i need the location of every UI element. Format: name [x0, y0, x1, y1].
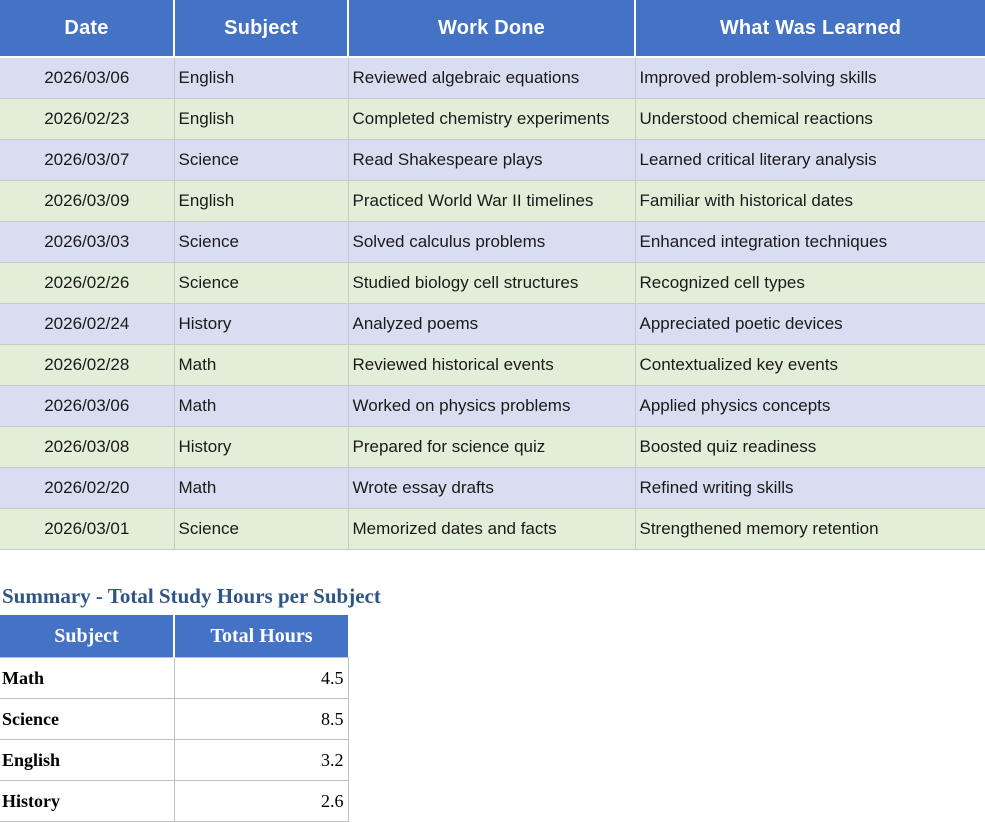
cell-subject: Math: [174, 345, 348, 386]
cell-work-done: Worked on physics problems: [348, 386, 635, 427]
table-row: [0, 427, 985, 468]
summary-cell-subject: Science: [0, 699, 174, 740]
cell-date: 2026/03/03: [0, 222, 174, 263]
cell-work-done: Reviewed algebraic equations: [348, 57, 635, 99]
cell-what-was-learned: Refined writing skills: [635, 468, 985, 509]
cell-what-was-learned: Familiar with historical dates: [635, 181, 985, 222]
section-spacer: [0, 550, 985, 584]
summary-heading: Summary - Total Study Hours per Subject: [2, 584, 381, 608]
study-log-table-header: [0, 0, 985, 57]
column-header-date[interactable]: Date: [0, 0, 174, 57]
summary-table-body: [0, 658, 348, 822]
cell-what-was-learned: Improved problem-solving skills: [635, 57, 985, 99]
summary-header-row: [0, 615, 348, 658]
cell-what-was-learned: Learned critical literary analysis: [635, 140, 985, 181]
cell-subject: English: [174, 99, 348, 140]
summary-table: [0, 615, 349, 822]
table-row: [0, 181, 985, 222]
table-row: [0, 99, 985, 140]
cell-date: 2026/03/01: [0, 509, 174, 550]
cell-date: 2026/02/20: [0, 468, 174, 509]
table-row: [0, 57, 985, 99]
cell-what-was-learned: Strengthened memory retention: [635, 509, 985, 550]
cell-work-done: Read Shakespeare plays: [348, 140, 635, 181]
cell-date: 2026/03/08: [0, 427, 174, 468]
cell-date: 2026/03/06: [0, 386, 174, 427]
cell-work-done: Reviewed historical events: [348, 345, 635, 386]
cell-date: 2026/03/07: [0, 140, 174, 181]
cell-what-was-learned: Contextualized key events: [635, 345, 985, 386]
summary-cell-total-hours: 8.5: [174, 699, 348, 740]
cell-date: 2026/02/23: [0, 99, 174, 140]
summary-cell-total-hours: 3.2: [174, 740, 348, 781]
cell-subject: Math: [174, 386, 348, 427]
cell-work-done: Completed chemistry experiments: [348, 99, 635, 140]
cell-date: 2026/02/26: [0, 263, 174, 304]
cell-what-was-learned: Enhanced integration techniques: [635, 222, 985, 263]
cell-subject: Science: [174, 509, 348, 550]
cell-work-done: Studied biology cell structures: [348, 263, 635, 304]
cell-subject: English: [174, 57, 348, 99]
column-header-subject[interactable]: Subject: [174, 0, 348, 57]
cell-work-done: Analyzed poems: [348, 304, 635, 345]
table-row: [0, 509, 985, 550]
cell-subject: History: [174, 427, 348, 468]
cell-what-was-learned: Applied physics concepts: [635, 386, 985, 427]
table-row: [0, 345, 985, 386]
table-row: [0, 263, 985, 304]
summary-table-row: [0, 740, 348, 781]
table-row: [0, 386, 985, 427]
table-row: [0, 140, 985, 181]
cell-subject: History: [174, 304, 348, 345]
summary-table-row: [0, 658, 348, 699]
summary-cell-total-hours: 4.5: [174, 658, 348, 699]
column-header-work-done[interactable]: Work Done: [348, 0, 635, 57]
cell-date: 2026/02/28: [0, 345, 174, 386]
cell-subject: Science: [174, 222, 348, 263]
cell-work-done: Solved calculus problems: [348, 222, 635, 263]
table-row: [0, 222, 985, 263]
cell-subject: English: [174, 181, 348, 222]
cell-what-was-learned: Appreciated poetic devices: [635, 304, 985, 345]
summary-column-header-subject[interactable]: Subject: [0, 615, 174, 658]
cell-subject: Math: [174, 468, 348, 509]
summary-cell-total-hours: 2.6: [174, 781, 348, 822]
table-header-row: [0, 0, 985, 57]
summary-cell-subject: Math: [0, 658, 174, 699]
cell-what-was-learned: Understood chemical reactions: [635, 99, 985, 140]
cell-what-was-learned: Boosted quiz readiness: [635, 427, 985, 468]
cell-work-done: Practiced World War II timelines: [348, 181, 635, 222]
summary-table-header: [0, 615, 348, 658]
summary-column-header-total-hours[interactable]: Total Hours: [174, 615, 348, 658]
cell-work-done: Memorized dates and facts: [348, 509, 635, 550]
summary-cell-subject: History: [0, 781, 174, 822]
summary-table-row: [0, 781, 348, 822]
cell-what-was-learned: Recognized cell types: [635, 263, 985, 304]
cell-date: 2026/03/09: [0, 181, 174, 222]
cell-date: 2026/03/06: [0, 57, 174, 99]
summary-table-row: [0, 699, 348, 740]
column-header-what-was-learned[interactable]: What Was Learned: [635, 0, 985, 57]
study-log-table-body: [0, 57, 985, 550]
cell-work-done: Prepared for science quiz: [348, 427, 635, 468]
cell-subject: Science: [174, 140, 348, 181]
table-row: [0, 468, 985, 509]
table-row: [0, 304, 985, 345]
cell-subject: Science: [174, 263, 348, 304]
cell-work-done: Wrote essay drafts: [348, 468, 635, 509]
summary-cell-subject: English: [0, 740, 174, 781]
cell-date: 2026/02/24: [0, 304, 174, 345]
